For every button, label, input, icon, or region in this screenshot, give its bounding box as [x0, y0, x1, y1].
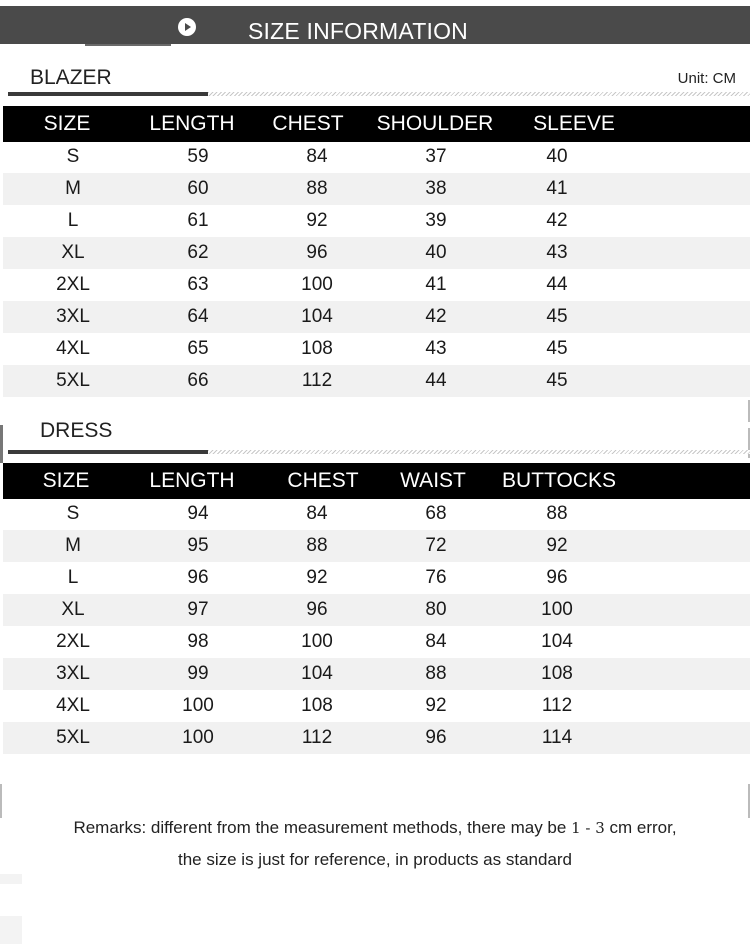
cell-buttocks: 100	[541, 599, 573, 620]
blazer-table-header	[3, 106, 750, 142]
table-row	[3, 141, 750, 173]
cell-chest: 100	[301, 274, 333, 295]
column-header-length: LENGTH	[149, 112, 235, 135]
cell-size: 4XL	[56, 338, 90, 359]
table-row	[3, 594, 750, 626]
cell-size: S	[66, 146, 80, 167]
cell-size: M	[65, 535, 81, 556]
cell-length: 63	[187, 274, 209, 295]
cell-length: 66	[187, 370, 209, 391]
cell-waist: 84	[425, 631, 447, 652]
dress-rule-hatch	[208, 450, 750, 454]
unit-label: Unit: CM	[677, 70, 736, 87]
cell-sleeve: 45	[546, 370, 568, 391]
cell-waist: 76	[425, 567, 447, 588]
size-information-banner	[0, 6, 750, 44]
cell-chest: 96	[306, 242, 328, 263]
cell-chest: 92	[306, 210, 328, 231]
cell-length: 99	[187, 663, 209, 684]
table-row	[3, 333, 750, 365]
cell-waist: 72	[425, 535, 447, 556]
column-header-length: LENGTH	[149, 469, 235, 492]
cell-chest: 100	[301, 631, 333, 652]
cell-chest: 108	[301, 338, 333, 359]
cell-sleeve: 44	[546, 274, 568, 295]
cell-length: 59	[187, 146, 209, 167]
column-header-size: SIZE	[43, 112, 91, 135]
cell-chest: 96	[306, 599, 328, 620]
cell-size: 5XL	[56, 727, 90, 748]
table-row	[3, 269, 750, 301]
remarks-line-1	[0, 818, 750, 838]
blazer-rule-dark	[8, 92, 208, 96]
cell-buttocks: 104	[541, 631, 573, 652]
cell-length: 64	[187, 306, 209, 327]
cell-length: 98	[187, 631, 209, 652]
cell-size: L	[67, 210, 79, 231]
table-row	[3, 530, 750, 562]
cell-buttocks: 92	[546, 535, 568, 556]
cell-shoulder: 41	[425, 274, 447, 295]
column-header-chest: CHEST	[287, 469, 359, 492]
cell-size: XL	[61, 242, 85, 263]
cell-size: 3XL	[56, 306, 90, 327]
corner-decoration	[0, 916, 22, 944]
cell-sleeve: 41	[546, 178, 568, 199]
remarks-edge-mark	[0, 784, 2, 818]
cell-waist: 80	[425, 599, 447, 620]
table-row	[3, 205, 750, 237]
remarks-text: Remarks: different from the measurement methods, there may be	[73, 818, 572, 837]
cell-size: M	[65, 178, 81, 199]
table-row	[3, 722, 750, 754]
cell-chest: 108	[301, 695, 333, 716]
cell-length: 61	[187, 210, 209, 231]
cell-chest: 88	[306, 535, 328, 556]
remarks-line-2: the size is just for reference, in products as standard	[177, 850, 573, 869]
cell-buttocks: 108	[541, 663, 573, 684]
column-header-waist: WAIST	[400, 469, 466, 492]
cell-size: 2XL	[56, 631, 90, 652]
cell-sleeve: 42	[546, 210, 568, 231]
column-header-size: SIZE	[42, 469, 90, 492]
column-header-shoulder: SHOULDER	[376, 112, 494, 135]
play-circle-icon	[178, 18, 196, 36]
cell-chest: 104	[301, 663, 333, 684]
table-row	[3, 562, 750, 594]
cell-waist: 92	[425, 695, 447, 716]
column-header-buttocks: BUTTOCKS	[502, 469, 616, 492]
cell-length: 100	[182, 695, 214, 716]
error-range: 1 - 3	[571, 819, 605, 837]
cell-chest: 92	[306, 567, 328, 588]
cell-buttocks: 88	[546, 503, 568, 524]
table-row	[3, 658, 750, 690]
dress-rule-dark	[8, 450, 208, 454]
cell-size: L	[67, 567, 79, 588]
cell-buttocks: 114	[541, 727, 573, 748]
cell-length: 62	[187, 242, 209, 263]
table-row	[3, 498, 750, 530]
cell-size: 4XL	[56, 695, 90, 716]
corner-decoration	[0, 874, 22, 884]
table-row	[3, 626, 750, 658]
cell-shoulder: 44	[425, 370, 447, 391]
section-divider-mark	[0, 425, 3, 463]
cell-waist: 88	[425, 663, 447, 684]
cell-buttocks: 112	[541, 695, 573, 716]
table-row	[3, 301, 750, 333]
cell-sleeve: 43	[546, 242, 568, 263]
cell-shoulder: 43	[425, 338, 447, 359]
blazer-section-title: BLAZER	[30, 66, 112, 89]
table-row	[3, 237, 750, 269]
cell-chest: 112	[301, 370, 333, 391]
column-header-chest: CHEST	[272, 112, 344, 135]
cell-sleeve: 40	[546, 146, 568, 167]
cell-sleeve: 45	[546, 338, 568, 359]
cell-shoulder: 37	[425, 146, 447, 167]
table-row	[3, 173, 750, 205]
cell-size: 2XL	[56, 274, 90, 295]
cell-size: 3XL	[56, 663, 90, 684]
cell-shoulder: 38	[425, 178, 447, 199]
cell-length: 96	[187, 567, 209, 588]
cell-length: 60	[187, 178, 209, 199]
cell-size: XL	[61, 599, 85, 620]
dress-section-title: DRESS	[40, 419, 113, 442]
cell-sleeve: 45	[546, 306, 568, 327]
cell-size: 5XL	[56, 370, 90, 391]
cell-chest: 84	[306, 503, 328, 524]
cell-buttocks: 96	[546, 567, 568, 588]
banner-title: SIZE INFORMATION	[248, 18, 468, 44]
column-header-sleeve: SLEEVE	[533, 112, 615, 135]
cell-shoulder: 42	[425, 306, 447, 327]
cell-chest: 84	[306, 146, 328, 167]
cell-waist: 96	[425, 727, 447, 748]
cell-chest: 104	[301, 306, 333, 327]
cell-length: 100	[182, 727, 214, 748]
cell-shoulder: 39	[425, 210, 447, 231]
cell-size: S	[66, 503, 80, 524]
cell-shoulder: 40	[425, 242, 447, 263]
cell-length: 65	[187, 338, 209, 359]
dress-table-header	[3, 463, 750, 499]
cell-chest: 88	[306, 178, 328, 199]
table-row	[3, 365, 750, 397]
table-row	[3, 690, 750, 722]
cell-chest: 112	[301, 727, 333, 748]
cell-length: 97	[187, 599, 209, 620]
remarks-text-end: cm error,	[604, 818, 677, 837]
cell-waist: 68	[425, 503, 447, 524]
blazer-rule-hatch	[208, 92, 750, 96]
cell-length: 94	[187, 503, 209, 524]
banner-underline	[85, 44, 171, 46]
cell-length: 95	[187, 535, 209, 556]
